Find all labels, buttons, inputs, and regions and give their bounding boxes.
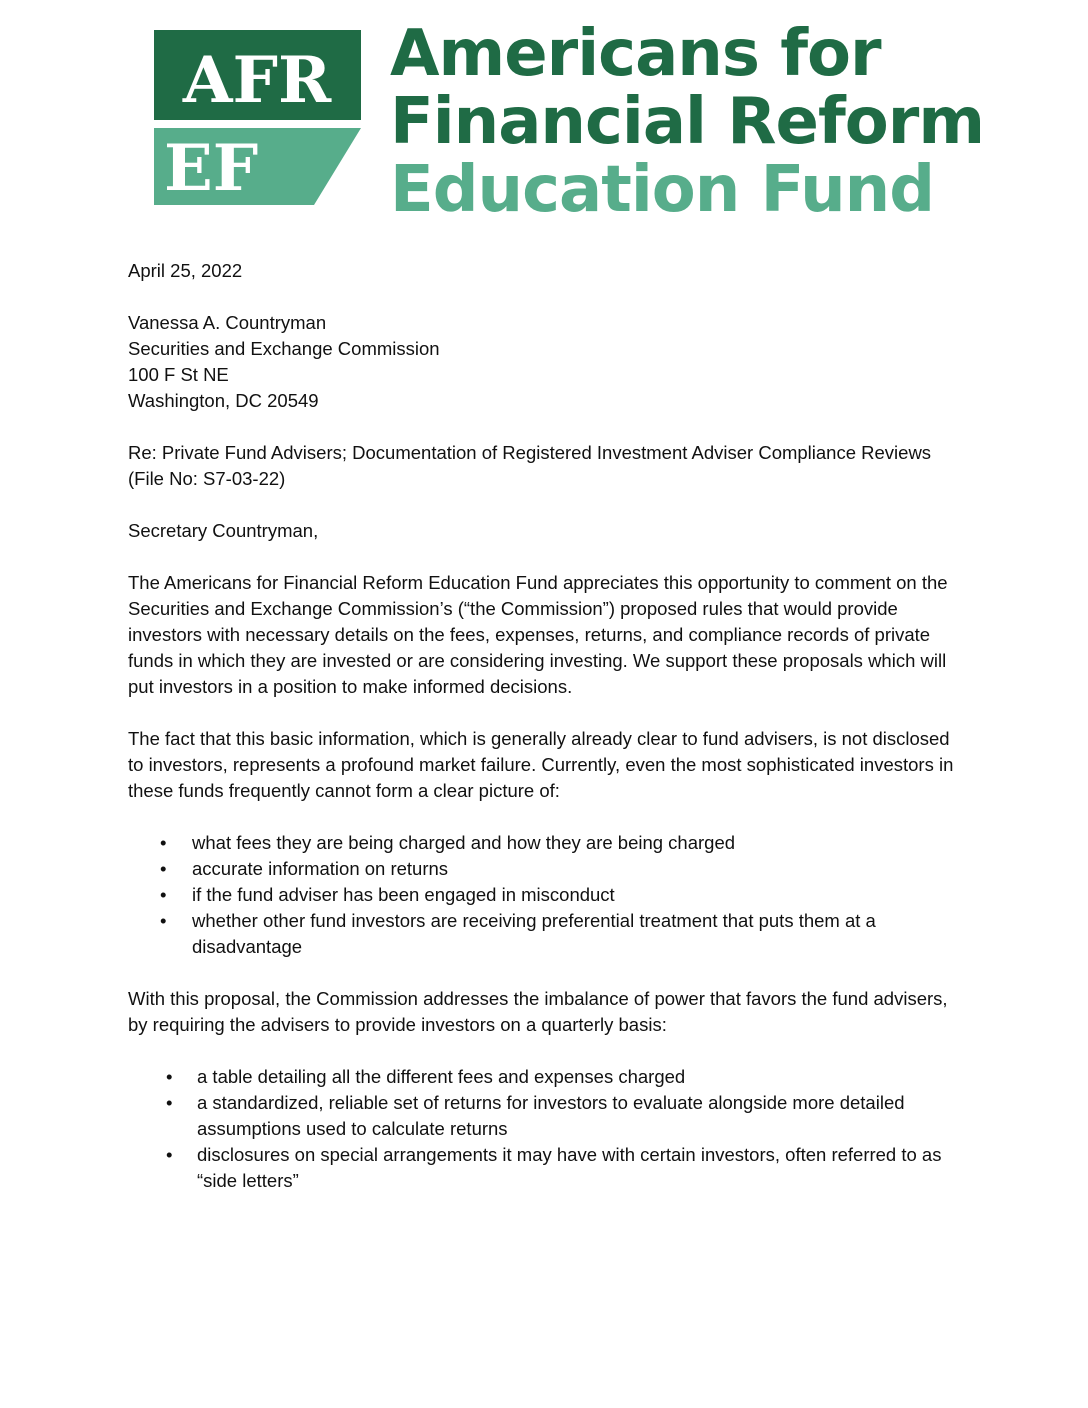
logo-line-2: Financial Reform — [390, 85, 984, 159]
bullet-icon: • — [160, 858, 167, 879]
list-item-text: accurate information on returns — [192, 858, 449, 879]
list-item-text: a table detailing all the different fees and expenses charged — [197, 1066, 686, 1087]
address-line: 100 F St NE — [128, 364, 229, 385]
bullet-icon: • — [160, 832, 167, 853]
list-item-text: disclosures on special arrangements it may have with certain investors, often referred to as “side letters” — [197, 1144, 942, 1191]
afr-ef-logo — [128, 0, 984, 240]
list-item — [128, 882, 968, 908]
concerns-list — [128, 830, 968, 960]
letter-body — [128, 258, 968, 1220]
subject-line: Re: Private Fund Advisers; Documentation of Registered Investment Adviser Compliance Reviews (File No: S7-03-22) — [128, 442, 932, 489]
address-line: Securities and Exchange Commission — [128, 338, 440, 359]
salutation: Secretary Countryman, — [128, 520, 319, 541]
address-line: Vanessa A. Countryman — [128, 312, 327, 333]
bullet-icon: • — [160, 884, 167, 905]
paragraph-2: The fact that this basic information, which is generally already clear to fund advisers, is not disclosed to investors, represents a profound market failure. Currently, even the most sophisticated investors in these funds frequently cannot form a clear picture of: — [128, 728, 954, 801]
letter-date: April 25, 2022 — [128, 260, 243, 281]
list-item — [128, 908, 968, 960]
list-item-text: a standardized, reliable set of returns for investors to evaluate alongside more detailed assumptions used to calculate returns — [197, 1092, 905, 1139]
logo-wordmark — [390, 17, 984, 227]
address-line: Washington, DC 20549 — [128, 390, 319, 411]
bullet-icon: • — [166, 1144, 173, 1165]
list-item-text: whether other fund investors are receiving preferential treatment that puts them at a disadvantage — [192, 910, 876, 957]
list-item — [128, 830, 968, 856]
list-item-text: if the fund adviser has been engaged in misconduct — [192, 884, 615, 905]
afr-ef-logo-mark — [154, 30, 364, 220]
paragraph-1: The Americans for Financial Reform Education Fund appreciates this opportunity to comment on the Securities and Exchange Commission’s (“the Commission”) proposed rules that would provide investors with necessary details on the fees, expenses, returns, and compliance records of private funds in which they are invested or are considering investing. We support these proposals which will put investors in a position to make informed decisions. — [128, 572, 948, 697]
paragraph-3: With this proposal, the Commission addresses the imbalance of power that favors the fund advisers, by requiring the advisers to provide investors on a quarterly basis: — [128, 988, 948, 1035]
list-item-text: what fees they are being charged and how they are being charged — [192, 832, 736, 853]
list-item — [128, 1142, 968, 1194]
logo-mark-bottom-text: EF — [164, 131, 259, 206]
list-item — [128, 856, 968, 882]
recipient-address — [128, 310, 968, 414]
bullet-icon: • — [166, 1092, 173, 1113]
requirements-list — [128, 1064, 968, 1194]
bullet-icon: • — [166, 1066, 173, 1087]
bullet-icon: • — [160, 910, 167, 931]
logo-line-3: Education Fund — [390, 153, 935, 227]
list-item — [128, 1064, 968, 1090]
logo-line-1: Americans for — [390, 17, 881, 91]
list-item — [128, 1090, 968, 1142]
logo-mark-top-text: AFR — [182, 43, 332, 118]
